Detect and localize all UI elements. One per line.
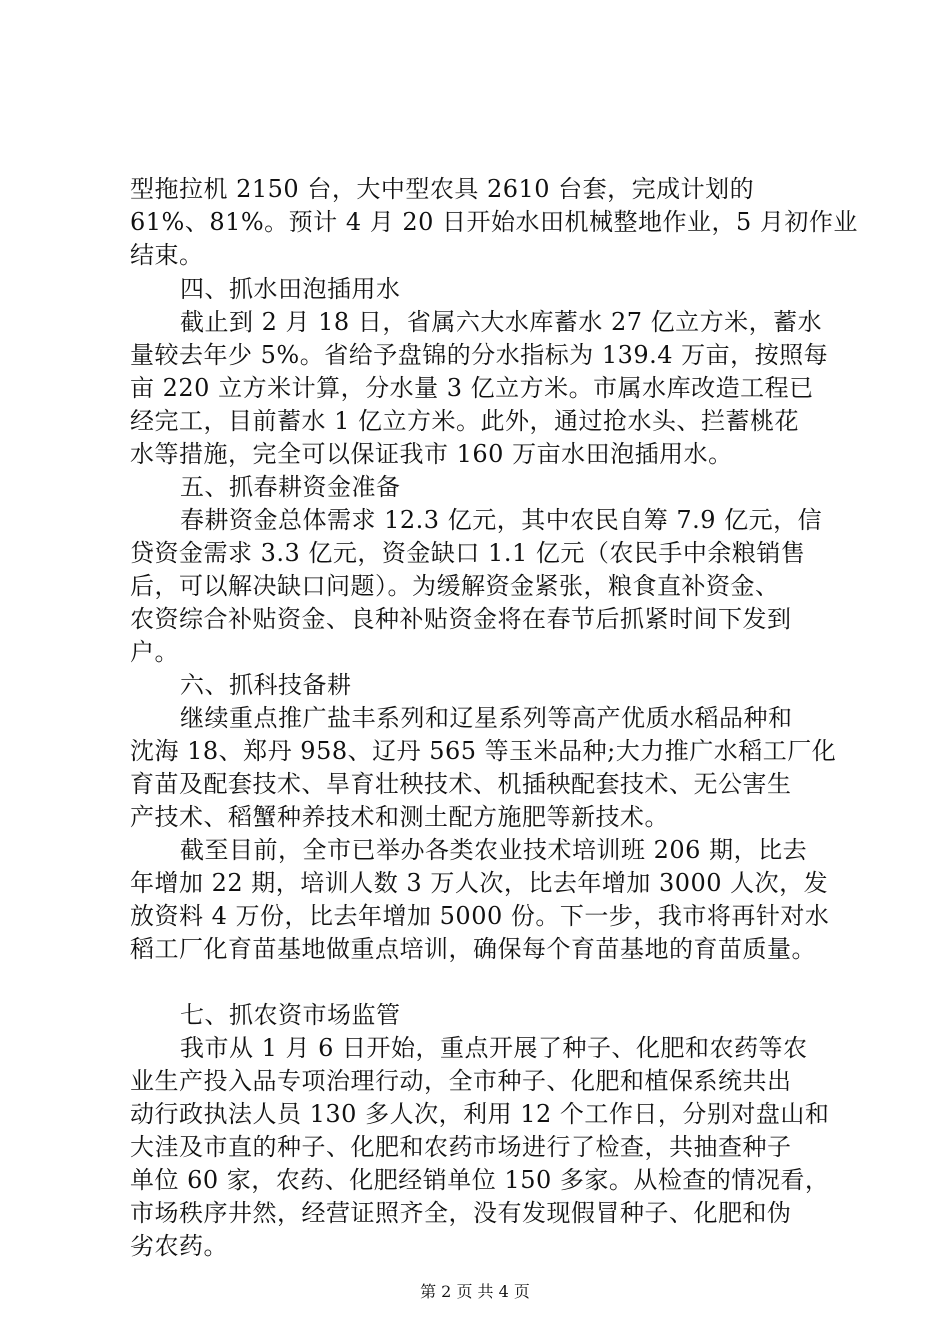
text-line: 61%、81%。预计 4 月 20 日开始水田机械整地作业，5 月初作业 bbox=[130, 208, 858, 236]
text-line: 户。 bbox=[130, 638, 179, 666]
text-line: 量较去年少 5%。省给予盘锦的分水指标为 139.4 万亩，按照每 bbox=[130, 341, 829, 369]
text-line: 稻工厂化育苗基地做重点培训，确保每个育苗基地的育苗质量。 bbox=[130, 935, 816, 963]
text-line: 放资料 4 万份，比去年增加 5000 份。下一步，我市将再针对水 bbox=[130, 902, 830, 930]
section-heading: 六、抓科技备耕 bbox=[180, 671, 352, 699]
text-line: 育苗及配套技术、旱育壮秧技术、机插秧配套技术、无公害生 bbox=[130, 770, 792, 798]
section-heading: 七、抓农资市场监管 bbox=[180, 1001, 401, 1029]
text-line: 经完工，目前蓄水 1 亿立方米。此外，通过抢水头、拦蓄桃花 bbox=[130, 407, 800, 435]
text-line: 我市从 1 月 6 日开始，重点开展了种子、化肥和农药等农 bbox=[180, 1034, 808, 1062]
text-line: 大洼及市直的种子、化肥和农药市场进行了检查，共抽查种子 bbox=[130, 1133, 792, 1161]
text-line: 产技术、稻蟹种养技术和测土配方施肥等新技术。 bbox=[130, 803, 669, 831]
text-line: 亩 220 立方米计算，分水量 3 亿立方米。市属水库改造工程已 bbox=[130, 374, 814, 402]
text-line: 后，可以解决缺口问题）。为缓解资金紧张，粮食直补资金、 bbox=[130, 572, 780, 600]
text-line: 结束。 bbox=[130, 241, 204, 269]
text-line: 劣农药。 bbox=[130, 1232, 228, 1260]
text-line: 市场秩序井然，经营证照齐全，没有发现假冒种子、化肥和伪 bbox=[130, 1199, 792, 1227]
page-footer: 第 2 页 共 4 页 bbox=[420, 1282, 530, 1301]
text-line: 贷资金需求 3.3 亿元，资金缺口 1.1 亿元（农民手中余粮销售 bbox=[130, 539, 806, 567]
text-line: 农资综合补贴资金、良种补贴资金将在春节后抓紧时间下发到 bbox=[130, 605, 792, 633]
section-heading: 四、抓水田泡插用水 bbox=[180, 275, 401, 303]
text-line: 动行政执法人员 130 多人次，利用 12 个工作日，分别对盘山和 bbox=[130, 1100, 830, 1128]
text-line: 业生产投入品专项治理行动，全市种子、化肥和植保系统共出 bbox=[130, 1067, 792, 1095]
text-line: 型拖拉机 2150 台，大中型农具 2610 台套，完成计划的 bbox=[130, 175, 755, 203]
text-line: 继续重点推广盐丰系列和辽星系列等高产优质水稻品种和 bbox=[180, 704, 793, 732]
text-line: 水等措施，完全可以保证我市 160 万亩水田泡插用水。 bbox=[130, 440, 733, 468]
text-line: 单位 60 家，农药、化肥经销单位 150 多家。从检查的情况看， bbox=[130, 1166, 830, 1194]
text-line: 年增加 22 期，培训人数 3 万人次，比去年增加 3000 人次，发 bbox=[130, 869, 829, 897]
text-line: 春耕资金总体需求 12.3 亿元，其中农民自筹 7.9 亿元，信 bbox=[180, 506, 823, 534]
text-line: 截止到 2 月 18 日，省属六大水库蓄水 27 亿立方米，蓄水 bbox=[180, 308, 823, 336]
text-line: 截至目前，全市已举办各类农业技术培训班 206 期，比去 bbox=[180, 836, 808, 864]
text-line: 沈海 18、郑丹 958、辽丹 565 等玉米品种;大力推广水稻工厂化 bbox=[130, 737, 837, 765]
section-heading: 五、抓春耕资金准备 bbox=[180, 473, 401, 501]
